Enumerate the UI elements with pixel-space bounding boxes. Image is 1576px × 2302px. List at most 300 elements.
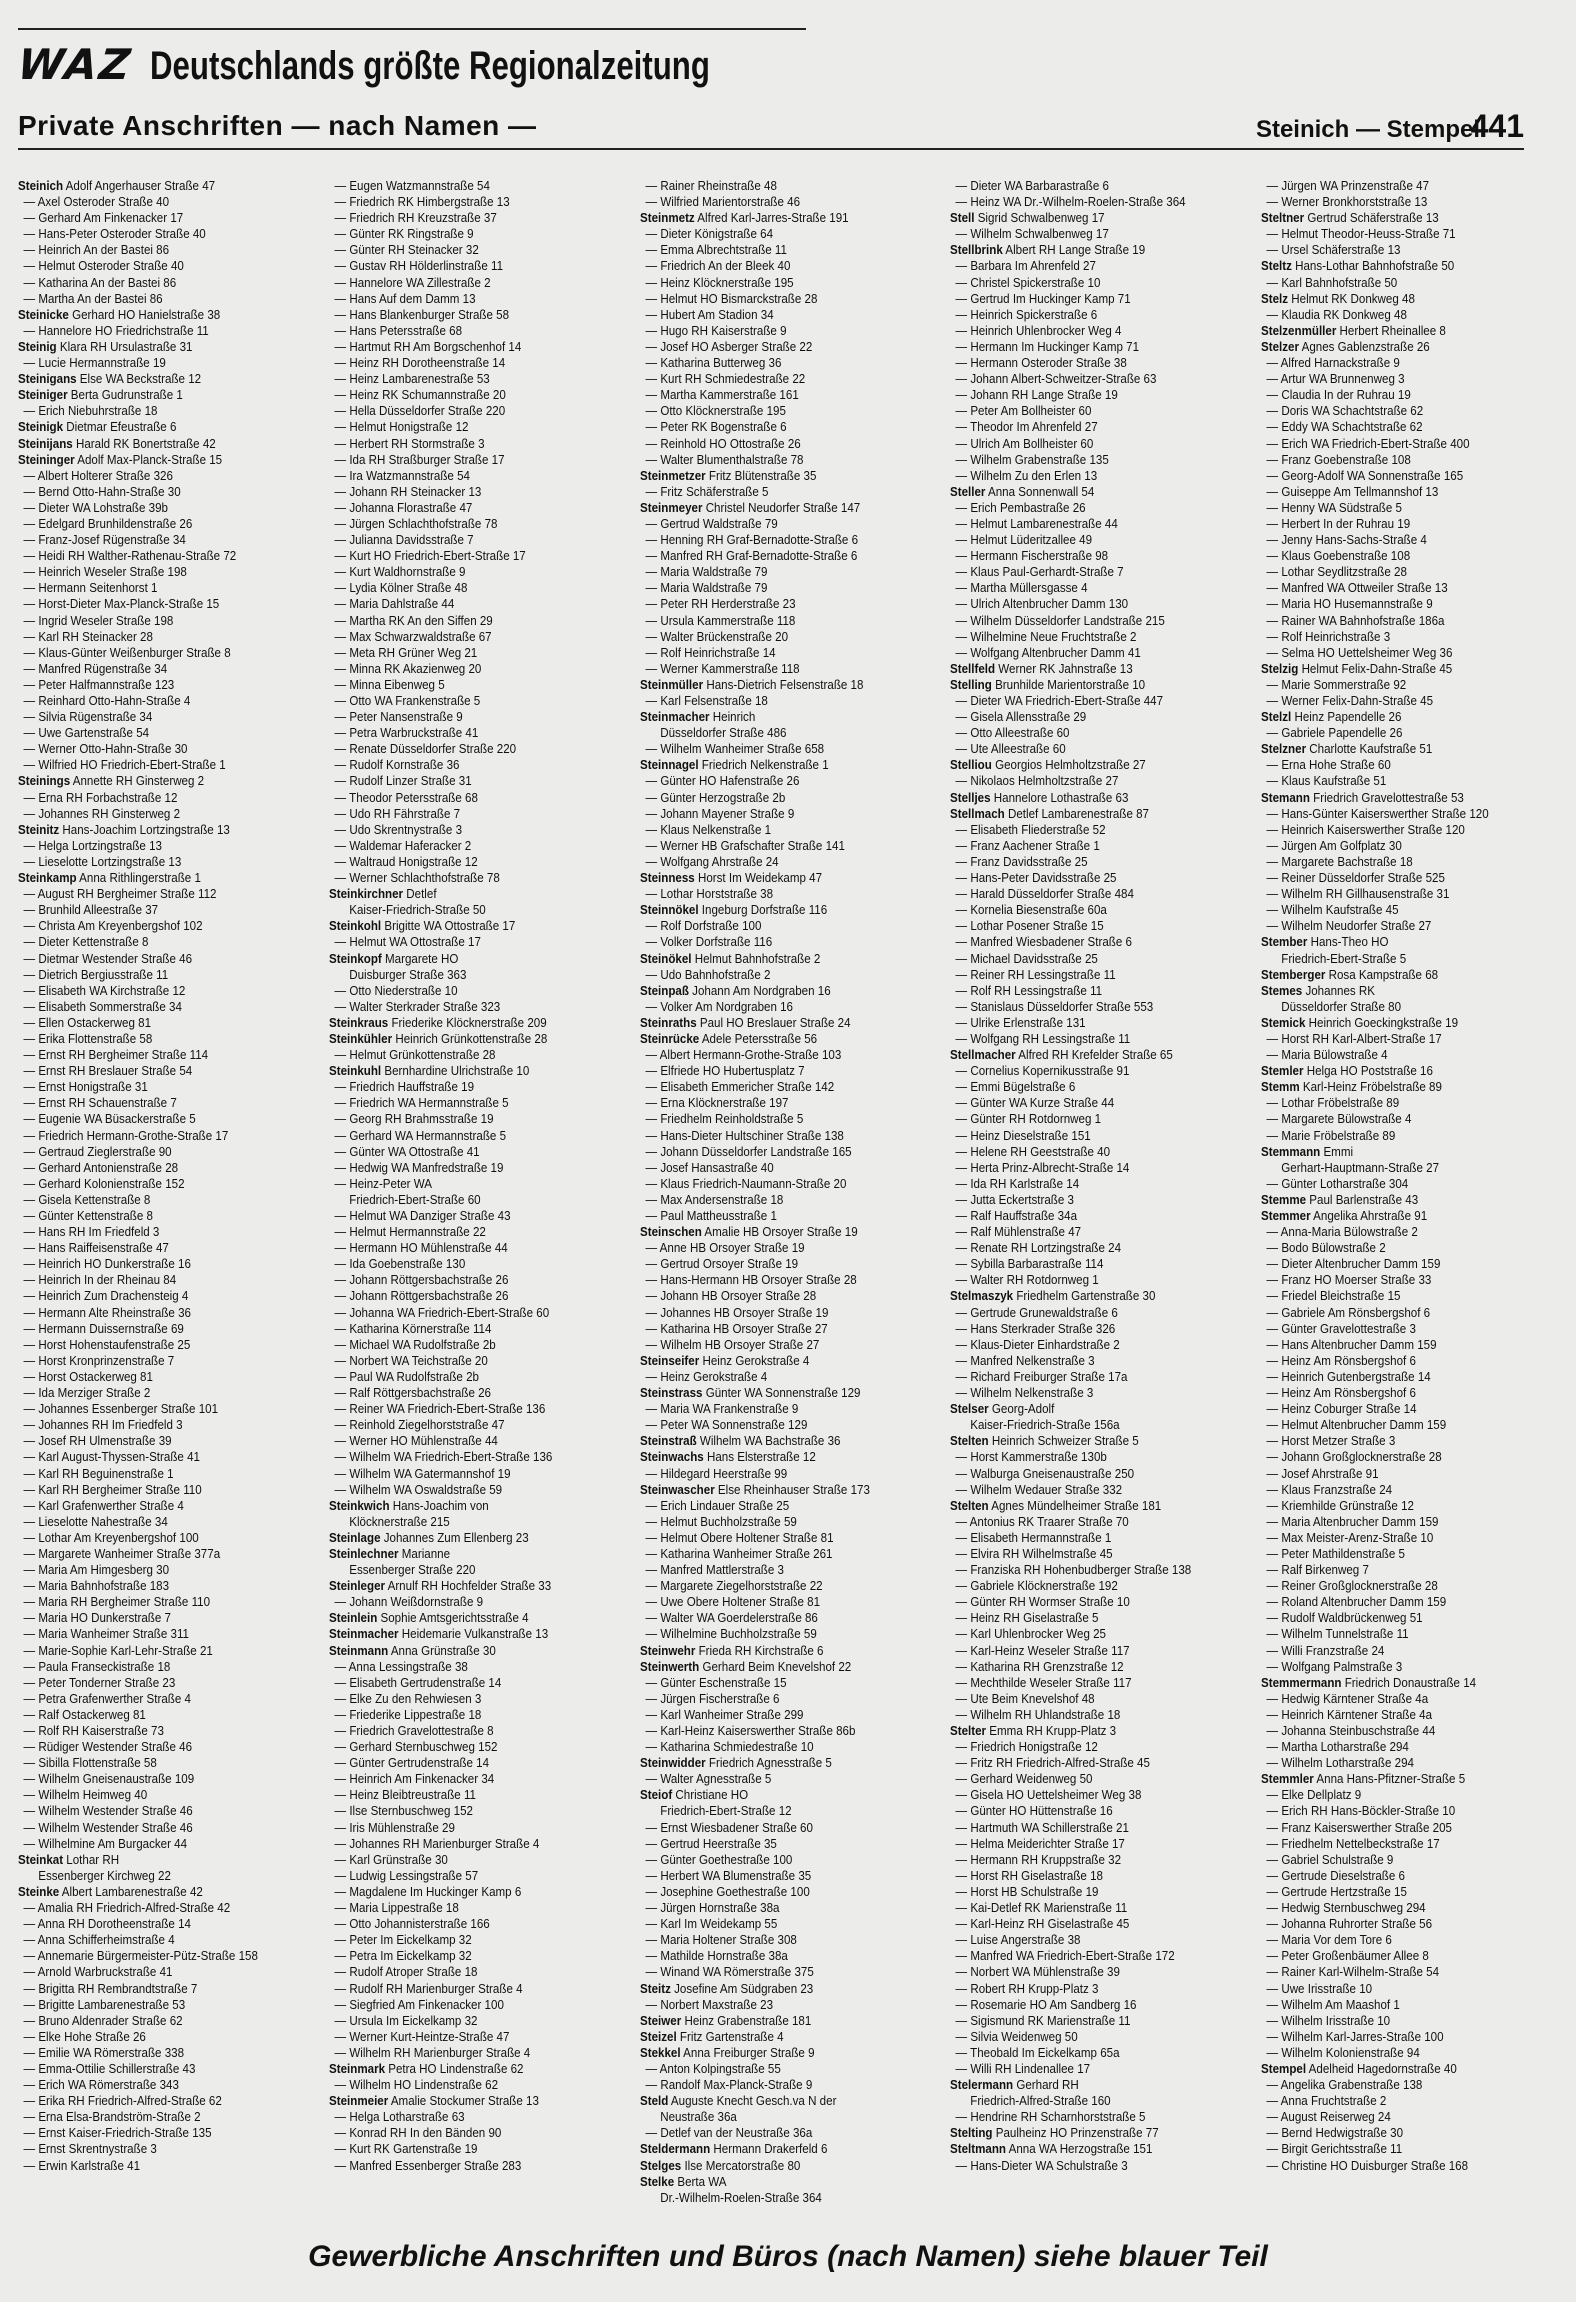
directory-entry: [18, 1063, 295, 1079]
entry-surname: Stelling: [950, 677, 993, 692]
directory-entry: [1261, 1449, 1538, 1465]
entry-surname: Steller: [950, 484, 986, 499]
entry-details: — Dieter Königstraße 64: [645, 227, 773, 242]
directory-entry: [640, 2141, 917, 2157]
directory-entry: [950, 709, 1227, 725]
entry-details: — Hans-Dieter WA Schulstraße 3: [955, 2158, 1129, 2173]
entry-details: — Jürgen WA Prinzenstraße 47: [1266, 179, 1430, 193]
entry-details: Essenberger Straße 220: [349, 1563, 476, 1578]
directory-entry: [18, 1578, 295, 1594]
entry-details: — Heinrich HO Dunkerstraße 16: [23, 1257, 191, 1272]
entry-details: — Günter Eschenstraße 15: [645, 1675, 787, 1690]
directory-entry: [950, 210, 1227, 226]
entry-details: Heinrich: [709, 710, 755, 725]
entry-details: — Josef Hansastraße 40: [645, 1160, 774, 1175]
entry-details: — Georg-Adolf WA Sonnenstraße 165: [1266, 468, 1464, 483]
entry-details: — Günter Lotharstraße 304: [1266, 1176, 1409, 1191]
directory-entry: [329, 1771, 606, 1787]
directory-entry: [18, 1852, 295, 1868]
entry-details: — August RH Bergheimer Straße 112: [23, 887, 217, 902]
entry-details: — Friedrich WA Hermannstraße 5: [334, 1096, 509, 1111]
directory-entry: [18, 1047, 295, 1063]
entry-details: — Sybilla Barbarastraße 114: [955, 1257, 1104, 1272]
directory-entry: [950, 854, 1227, 870]
entry-details: — Franz HO Moerser Straße 33: [1266, 1273, 1432, 1288]
entry-details: — Karl Im Weidekamp 55: [645, 1917, 777, 1932]
entry-details: Gerhard HO Hanielstraße 38: [68, 307, 221, 322]
entry-details: Lothar RH: [63, 1852, 120, 1867]
entry-surname: Steldermann: [639, 2142, 710, 2157]
directory-entry: [950, 1353, 1227, 1369]
directory-entry: [950, 1787, 1227, 1803]
entry-details: — Christa Am Kreyenbergshof 102: [23, 919, 203, 934]
directory-entry: [1261, 596, 1538, 612]
entry-details: — Johanna Florastraße 47: [334, 500, 473, 515]
directory-entry: [329, 1031, 606, 1047]
directory-entry: [18, 1176, 295, 1192]
directory-entry: [1261, 516, 1538, 532]
directory-entry: [18, 1449, 295, 1465]
entry-details: — Klaus Paul-Gerhardt-Straße 7: [955, 565, 1124, 580]
directory-entry: [1261, 275, 1538, 291]
entry-details: Neustraße 36a: [659, 2110, 737, 2125]
entry-details: — Hans-Peter Davidsstraße 25: [955, 871, 1117, 886]
directory-entry: [640, 2158, 917, 2174]
entry-details: — Amalia RH Friedrich-Alfred-Straße 42: [23, 1901, 231, 1916]
entry-surname: Stemmer: [1261, 1209, 1311, 1223]
entry-details: — Klaus Goebenstraße 108: [1266, 549, 1411, 564]
directory-entry: [640, 773, 917, 789]
entry-details: — Selma HO Uettelsheimer Weg 36: [1266, 645, 1453, 660]
entry-details: — Manfred WA Ottweiler Straße 13: [1266, 581, 1448, 596]
directory-entry: [950, 1659, 1227, 1675]
directory-entry: [1261, 1240, 1538, 1256]
directory-entry: [18, 1337, 295, 1353]
entry-details: Auguste Knecht Gesch.va N der: [667, 2094, 837, 2109]
directory-entry: [1261, 677, 1538, 693]
entry-details: Günter WA Sonnenstraße 129: [702, 1386, 861, 1401]
directory-entry: [18, 291, 295, 307]
column-1: [18, 178, 295, 2218]
entry-details: — Gertrud Heerstraße 35: [645, 1836, 777, 1851]
directory-entry: [640, 1675, 917, 1691]
directory-entry: [1261, 194, 1538, 210]
entry-details: — Lothar Seydlitzstraße 28: [1266, 565, 1408, 580]
entry-details: — Marie-Sophie Karl-Lehr-Straße 21: [23, 1643, 213, 1658]
entry-details: Düsseldorfer Straße 80: [1281, 999, 1402, 1014]
entry-details: — Peter Tonderner Straße 23: [23, 1675, 176, 1690]
directory-entry: [329, 773, 606, 789]
directory-entry: [950, 452, 1227, 468]
directory-entry: [640, 1353, 917, 1369]
directory-entry: [950, 2013, 1227, 2029]
entry-surname: Steinmark: [328, 2061, 385, 2076]
directory-entry: [329, 2077, 606, 2093]
directory-entry: [950, 677, 1227, 693]
entry-surname: Steinmann: [328, 1643, 389, 1658]
directory-entry: [1261, 1675, 1538, 1691]
footer-note: Gewerbliche Anschriften und Büros (nach Namen) siehe blauer Teil: [308, 2240, 1268, 2273]
entry-details: Christiane HO: [671, 1788, 748, 1803]
entry-details: — Wolfgang Altenbrucher Damm 41: [955, 645, 1142, 660]
directory-entry: [329, 1144, 606, 1160]
entry-details: — Ida RH Straßburger Straße 17: [334, 452, 505, 467]
directory-entry: [329, 1852, 606, 1868]
directory-entry: [640, 1771, 917, 1787]
directory-entry: [640, 500, 917, 516]
entry-details: — Randolf Max-Planck-Straße 9: [645, 2078, 812, 2093]
directory-entry: [1261, 580, 1538, 596]
entry-details: — Horst Metzer Straße 3: [1266, 1434, 1396, 1449]
directory-entry: [18, 934, 295, 950]
entry-details: — Udo Skrentnystraße 3: [334, 822, 462, 837]
directory-entry: [18, 596, 295, 612]
directory-entry: [640, 757, 917, 773]
entry-details: Friedrich-Alfred-Straße 160: [970, 2094, 1112, 2109]
directory-entry: [329, 2093, 606, 2109]
directory-entry: [329, 1964, 606, 1980]
directory-entry: [18, 516, 295, 532]
entry-surname: Steinrücke: [639, 1031, 699, 1046]
entry-details: Albert Lambarenestraße 42: [59, 1884, 203, 1899]
directory-entry: [640, 1401, 917, 1417]
entry-details: — Georg RH Brahmsstraße 19: [334, 1112, 494, 1127]
entry-details: — Ernst Wiesbadener Straße 60: [645, 1820, 813, 1835]
page-range: Steinich — Stempel: [1255, 116, 1480, 143]
entry-details: — Martha Müllersgasse 4: [955, 581, 1088, 596]
entry-surname: Stemmann: [1261, 1144, 1321, 1159]
entry-details: — Maria HO Husemannstraße 9: [1266, 597, 1433, 612]
entry-surname: Steinkirchner: [328, 887, 403, 902]
directory-entry: [1261, 452, 1538, 468]
directory-entry: [1261, 629, 1538, 645]
entry-details: — Herbert In der Ruhrau 19: [1266, 516, 1411, 531]
directory-entry: [329, 1836, 606, 1852]
directory-entry: [18, 2013, 295, 2029]
entry-details: Johann Am Nordgraben 16: [688, 983, 831, 998]
entry-details: — Friedhelm Reinholdstraße 5: [645, 1112, 803, 1127]
entry-details: — Hans-Peter Osteroder Straße 40: [23, 227, 206, 242]
entry-surname: Steininger: [18, 452, 75, 467]
entry-details: — Rolf Dorfstraße 100: [645, 919, 762, 934]
entry-details: — Erich Pembastraße 26: [955, 500, 1086, 515]
entry-details: — Karl-Heinz RH Giselastraße 45: [955, 1917, 1130, 1932]
directory-entry: [950, 2109, 1227, 2125]
entry-surname: Steinraths: [639, 1015, 697, 1030]
directory-entry: [640, 1610, 917, 1626]
directory-entry: [950, 918, 1227, 934]
directory-entry: [640, 1240, 917, 1256]
directory-entry: [640, 1128, 917, 1144]
entry-details: — Brigitte Lambarenestraße 53: [23, 1997, 186, 2012]
directory-entry: [1261, 339, 1538, 355]
directory-entry: [950, 355, 1227, 371]
entry-details: — Günter RH Wormser Straße 10: [955, 1595, 1131, 1610]
entry-details: — Uwe Gartenstraße 54: [23, 726, 150, 741]
entry-surname: Steinlein: [328, 1611, 378, 1626]
directory-entry: [950, 1723, 1227, 1739]
entry-details: Hermann Drakerfeld 6: [709, 2142, 827, 2157]
entry-surname: Stelzner: [1261, 742, 1307, 757]
entry-details: Alfred Karl-Jarres-Straße 191: [694, 211, 849, 226]
entry-details: — Detlef van der Neustraße 36a: [645, 2126, 812, 2141]
directory-entry: [18, 1385, 295, 1401]
directory-entry: [640, 275, 917, 291]
directory-entry: [950, 951, 1227, 967]
entry-details: — Edelgard Brunhildenstraße 26: [23, 516, 193, 531]
entry-details: — Axel Osteroder Straße 40: [23, 195, 170, 210]
directory-entry: [18, 580, 295, 596]
entry-surname: Stelges: [639, 2158, 681, 2173]
directory-entry: [640, 1755, 917, 1771]
entry-details: — Siegfried Am Finkenacker 100: [334, 1997, 504, 2012]
entry-details: — Christine HO Duisburger Straße 168: [1266, 2158, 1469, 2173]
directory-entry: [329, 854, 606, 870]
entry-details: Helmut Bahnhofstraße 2: [691, 951, 820, 966]
entry-details: — Ulrike Erlenstraße 131: [955, 1015, 1086, 1030]
entry-details: — Wilhelm Wanheimer Straße 658: [645, 742, 824, 757]
directory-entry: [640, 1433, 917, 1449]
entry-details: — Maria Waldstraße 79: [645, 565, 768, 580]
entry-details: — Dietmar Westender Straße 46: [23, 951, 193, 966]
directory-entry: [18, 2093, 295, 2109]
entry-surname: Steiwer: [639, 2013, 681, 2028]
entry-surname: Steitz: [639, 1981, 671, 1996]
directory-entry: [1261, 1224, 1538, 1240]
directory-entry: [18, 773, 295, 789]
entry-details: — Karl-Heinz Weseler Straße 117: [955, 1643, 1130, 1658]
entry-details: Klöcknerstraße 215: [349, 1514, 450, 1529]
directory-entry: [950, 275, 1227, 291]
directory-entry: [950, 1932, 1227, 1948]
directory-entry: [640, 178, 917, 194]
entry-details: — Anna Lessingstraße 38: [334, 1659, 468, 1674]
directory-entry: [329, 1787, 606, 1803]
directory-entry: [18, 1884, 295, 1900]
directory-entry: [329, 403, 606, 419]
entry-details: — Werner HO Mühlenstraße 44: [334, 1434, 498, 1449]
entry-details: — Helga Lortzingstraße 13: [23, 838, 162, 853]
directory-entry: [329, 790, 606, 806]
directory-entry: [1261, 1868, 1538, 1884]
directory-entry: [1261, 1433, 1538, 1449]
directory-entry: [640, 355, 917, 371]
entry-details: — Günter RH Rotdornweg 1: [955, 1112, 1102, 1127]
entry-details: Brunhilde Marientorstraße 10: [992, 677, 1146, 692]
directory-entry: [1261, 564, 1538, 580]
entry-details: — Maria Waldstraße 79: [645, 581, 768, 596]
directory-entry: [950, 1047, 1227, 1063]
directory-entry: [18, 1610, 295, 1626]
directory-entry: [950, 1626, 1227, 1642]
entry-details: — Paul WA Rudolfstraße 2b: [334, 1369, 479, 1384]
directory-entry: [18, 1401, 295, 1417]
entry-details: — Reinhold HO Ottostraße 26: [645, 436, 801, 451]
entry-details: — Mathilde Hornstraße 38a: [645, 1949, 788, 1964]
entry-details: — Hermann Duissernstraße 69: [23, 1321, 184, 1336]
directory-entry: [1261, 2029, 1538, 2045]
entry-details: Fritz Gartenstraße 4: [676, 2029, 784, 2044]
directory-entry: [640, 1820, 917, 1836]
directory-entry: [329, 2158, 606, 2174]
entry-details: — Helmut Buchholzstraße 59: [645, 1514, 797, 1529]
directory-entry: [18, 613, 295, 629]
directory-entry: [950, 1755, 1227, 1771]
entry-details: — Max Meister-Arenz-Straße 10: [1266, 1530, 1434, 1545]
directory-entry: [1261, 1884, 1538, 1900]
entry-details: — Cornelius Kopernikusstraße 91: [955, 1064, 1130, 1079]
directory-entry: [18, 1948, 295, 1964]
directory-entry: [329, 1015, 606, 1031]
entry-details: — Rudolf Linzer Straße 31: [334, 774, 472, 789]
directory-entry: [950, 242, 1227, 258]
entry-details: — Reinhold Ziegelhorststraße 47: [334, 1418, 505, 1433]
directory-entry: [1261, 436, 1538, 452]
entry-details: — Willi Franzstraße 24: [1266, 1643, 1385, 1658]
entry-details: Amalie HB Orsoyer Straße 19: [701, 1225, 858, 1240]
directory-entry: [18, 870, 295, 886]
entry-details: Heinz Grabenstraße 181: [680, 2013, 811, 2028]
directory-entry: [1261, 1932, 1538, 1948]
directory-entry: [950, 1144, 1227, 1160]
directory-entry: [18, 564, 295, 580]
entry-details: — Ute Alleestraße 60: [955, 742, 1067, 757]
directory-entry: [1261, 838, 1538, 854]
directory-entry: [950, 339, 1227, 355]
entry-details: Anna Hans-Pfitzner-Straße 5: [1314, 1772, 1466, 1787]
entry-details: — Wolfgang Palmstraße 3: [1266, 1659, 1403, 1674]
directory-entry: [329, 532, 606, 548]
entry-details: — Hannelore HO Friedrichstraße 11: [23, 323, 209, 338]
directory-entry: [18, 194, 295, 210]
directory-entry: [950, 1884, 1227, 1900]
directory-entry: [1261, 1353, 1538, 1369]
directory-entry: [329, 629, 606, 645]
directory-entry: [329, 1353, 606, 1369]
directory-entry: [950, 1964, 1227, 1980]
entry-details: — Paul Mattheusstraße 1: [645, 1209, 777, 1223]
directory-entry: [329, 2029, 606, 2045]
directory-entry: [950, 1369, 1227, 1385]
entry-details: — Gerhard Am Finkenacker 17: [23, 211, 184, 226]
entry-details: — Karl Grafenwerther Straße 4: [23, 1498, 184, 1513]
directory-entry: [640, 2013, 917, 2029]
entry-details: — Hans Sterkrader Straße 326: [955, 1321, 1116, 1336]
directory-entry: [1261, 1305, 1538, 1321]
entry-details: — Wilhelm WA Friedrich-Ebert-Straße 136: [334, 1450, 553, 1465]
directory-entry: [640, 1176, 917, 1192]
entry-details: — Manfred Rügenstraße 34: [23, 661, 168, 676]
entry-details: — Kurt RK Gartenstraße 19: [334, 2142, 478, 2157]
entry-details: — Klaus Friedrich-Naumann-Straße 20: [645, 1176, 847, 1191]
entry-details: Essenberger Kirchweg 22: [38, 1868, 171, 1883]
entry-details: — Annemarie Bürgermeister-Pütz-Straße 158: [23, 1949, 258, 1964]
entry-details: — Erna Klöcknerstraße 197: [645, 1096, 789, 1111]
directory-entry: [18, 1321, 295, 1337]
entry-details: — Doris WA Schachtstraße 62: [1266, 404, 1424, 419]
directory-entry: [1261, 613, 1538, 629]
directory-entry: [640, 1981, 917, 1997]
entry-details: — Albert Hermann-Grothe-Straße 103: [645, 1048, 841, 1063]
directory-entry: [329, 1449, 606, 1465]
directory-entry: [329, 468, 606, 484]
entry-details: — Konrad RH In den Bänden 90: [334, 2126, 502, 2141]
directory-entry: [329, 387, 606, 403]
entry-details: Paul Barlenstraße 43: [1306, 1192, 1419, 1207]
directory-entry: [950, 1643, 1227, 1659]
entry-details: — Hedwig Kärntener Straße 4a: [1266, 1691, 1429, 1706]
directory-entry: [1261, 918, 1538, 934]
entry-details: — Maria Am Himgesberg 30: [23, 1563, 170, 1578]
entry-details: Dietmar Efeustraße 6: [63, 420, 177, 435]
entry-details: — Peter Halfmannstraße 123: [23, 677, 175, 692]
entry-details: — Gerhard Weidenweg 50: [955, 1772, 1093, 1787]
entry-details: — Gabriele Klöcknerstraße 192: [955, 1579, 1119, 1594]
entry-surname: Steinkwich: [328, 1498, 390, 1513]
directory-entry: [329, 1803, 606, 1819]
directory-entry: [329, 1240, 606, 1256]
directory-entry: [640, 1047, 917, 1063]
directory-entry: [640, 677, 917, 693]
entry-details: — Christel Spickerstraße 10: [955, 275, 1101, 290]
directory-entry: [950, 1224, 1227, 1240]
entry-details: Emmi: [1320, 1144, 1354, 1159]
directory-entry: [329, 709, 606, 725]
entry-details: Friedrich Donaustraße 14: [1341, 1675, 1477, 1690]
entry-details: Josefine Am Südgraben 23: [670, 1981, 813, 1996]
directory-entry: [1261, 1691, 1538, 1707]
entry-surname: Stemes: [1261, 983, 1303, 998]
directory-entry: [329, 918, 606, 934]
entry-details: — Rolf Heinrichstraße 14: [645, 645, 776, 660]
directory-entry: [950, 2061, 1227, 2077]
directory-entry: [1261, 1498, 1538, 1514]
directory-entry: [950, 500, 1227, 516]
directory-entry: [329, 1514, 606, 1530]
directory-entry: [329, 838, 606, 854]
directory-entry: [640, 323, 917, 339]
directory-entry: [329, 1981, 606, 1997]
entry-details: — Bruno Aldenrader Straße 62: [23, 2013, 183, 2028]
entry-details: — Wilhelmine Buchholzstraße 59: [645, 1627, 817, 1642]
entry-details: — Maria Altenbrucher Damm 159: [1266, 1514, 1439, 1529]
directory-entry: [950, 596, 1227, 612]
entry-details: — Udo Bahnhofstraße 2: [645, 967, 771, 982]
entry-surname: Steinness: [639, 871, 695, 886]
entry-details: — Peter Nansenstraße 9: [334, 710, 463, 725]
directory-entry: [18, 806, 295, 822]
directory-entry: [1261, 1643, 1538, 1659]
entry-details: — Dieter WA Lohstraße 39b: [23, 500, 168, 515]
entry-details: — Ralf Ostackerweg 81: [23, 1707, 146, 1722]
entry-details: Johannes RK: [1302, 983, 1376, 998]
directory-entry: [18, 355, 295, 371]
directory-entry: [18, 532, 295, 548]
entry-details: — Walter Agnesstraße 5: [645, 1772, 771, 1787]
entry-details: — Rudolf Kornstraße 36: [334, 758, 460, 773]
directory-entry: [950, 1417, 1227, 1433]
directory-entry: [18, 275, 295, 291]
directory-entry: [1261, 1272, 1538, 1288]
entry-details: — Martha RK An den Siffen 29: [334, 613, 493, 628]
entry-details: — Renate Düsseldorfer Straße 220: [334, 742, 516, 757]
directory-entry: [18, 1353, 295, 1369]
directory-entry: [18, 1997, 295, 2013]
entry-details: — Eugen Watzmannstraße 54: [334, 179, 490, 193]
entry-details: — Brigitta RH Rembrandtstraße 7: [23, 1981, 198, 1996]
entry-details: — Rolf RH Kaiserstraße 73: [23, 1724, 164, 1738]
entry-surname: Stemmermann: [1261, 1675, 1342, 1690]
